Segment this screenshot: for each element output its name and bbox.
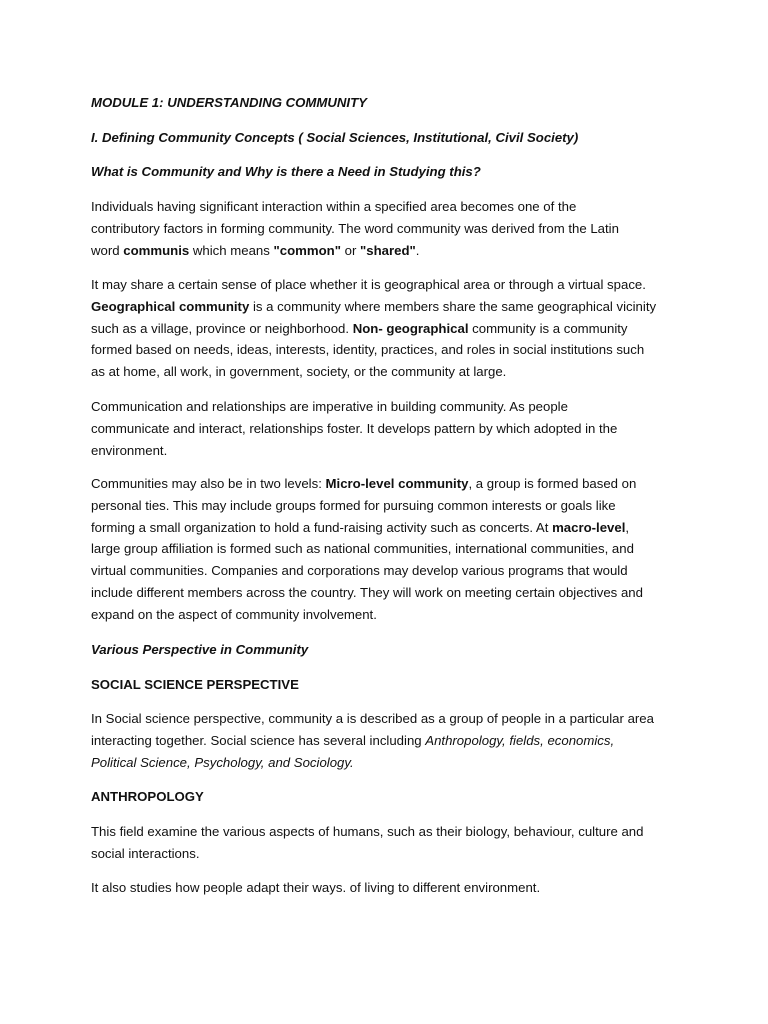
fields-list: Anthropology, fields, economics, xyxy=(425,732,615,748)
paragraph-communication xyxy=(91,396,683,461)
text-line: as at home, all work, in government, society, or the community at large. xyxy=(91,364,507,380)
text-line: In Social science perspective, community a is described as a group of people in a particular area xyxy=(91,711,654,726)
text-line xyxy=(91,318,683,340)
anthropology-heading: ANTHROPOLOGY xyxy=(91,789,204,804)
text-line: This field examine the various aspects of humans, such as their biology, behaviour, culture and xyxy=(91,824,644,839)
term-non-geographical: Non- geographical xyxy=(352,320,469,336)
text-line: large group affiliation is formed such as national communities, international communities, and xyxy=(91,541,634,557)
text-line: environment. xyxy=(91,442,168,458)
text-line: personal ties. This may include groups formed for pursuing common interests or goals like xyxy=(91,497,616,513)
text-line: Communication and relationships are imperative in building community. As people xyxy=(91,399,568,414)
text-run: such as a village, province or neighborhood. xyxy=(91,320,353,336)
perspective-heading: Various Perspective in Community xyxy=(91,642,309,657)
question-heading: What is Community and Why is there a Need in Studying this? xyxy=(91,164,481,179)
paragraph-social-science xyxy=(91,708,683,773)
term-geographical-community: Geographical community xyxy=(91,298,250,314)
text-run: is a community where members share the same geographical vicinity xyxy=(249,298,657,314)
paragraph-community-definition xyxy=(91,196,683,261)
paragraph-geographical-community xyxy=(91,274,683,383)
term-micro-level-community: Micro-level community xyxy=(325,476,469,491)
text-run: which means xyxy=(189,242,274,258)
text-line xyxy=(91,517,683,539)
text-line: Political Science, Psychology, and Sociology. xyxy=(91,754,354,770)
text-line xyxy=(91,473,683,495)
module-title: MODULE 1: UNDERSTANDING COMMUNITY xyxy=(91,95,367,110)
text-run: interacting together. Social science has several including xyxy=(91,732,426,748)
social-science-heading: SOCIAL SCIENCE PERSPECTIVE xyxy=(91,677,299,692)
text-run: community is a community xyxy=(468,320,628,336)
text-line: expand on the aspect of community involvement. xyxy=(91,606,377,622)
term-common: "common" xyxy=(273,242,341,258)
text-line: contributory factors in forming community. The word community was derived from the Latin xyxy=(91,220,619,236)
term-shared: "shared" xyxy=(360,242,416,258)
text-line: communicate and interact, relationships foster. It develops pattern by which adopted in the xyxy=(91,420,618,436)
term-communis: communis xyxy=(123,242,190,258)
text-line: Individuals having significant interaction within a specified area becomes one of the xyxy=(91,199,577,214)
text-line xyxy=(91,296,683,318)
text-line xyxy=(91,240,683,262)
text-run: forming a small organization to hold a fund-raising activity such as concerts. At xyxy=(91,519,553,535)
paragraph-community-levels xyxy=(91,473,683,626)
text-line: social interactions. xyxy=(91,845,200,861)
text-run: . xyxy=(415,242,420,258)
text-line: formed based on needs, ideas, interests, identity, practices, and roles in social institutions such xyxy=(91,342,645,358)
text-run: , xyxy=(625,519,630,535)
paragraph-anthropology xyxy=(91,821,683,865)
text-line: It may share a certain sense of place whether it is geographical area or through a virtual space. xyxy=(91,277,646,292)
text-run: , a group is formed based on xyxy=(468,476,637,491)
text-run: word xyxy=(91,242,124,258)
text-run: Communities may also be in two levels: xyxy=(91,476,326,491)
term-macro-level: macro-level xyxy=(552,519,626,535)
text-line: include different members across the country. They will work on meeting certain objectives and xyxy=(91,584,643,600)
text-run: or xyxy=(340,242,361,258)
paragraph-adaptation: It also studies how people adapt their ways. of living to different environment. xyxy=(91,880,541,895)
section-title: I. Defining Community Concepts ( Social Sciences, Institutional, Civil Society) xyxy=(91,130,579,145)
text-line: virtual communities. Companies and corporations may develop various programs that would xyxy=(91,563,628,579)
text-line xyxy=(91,730,683,752)
